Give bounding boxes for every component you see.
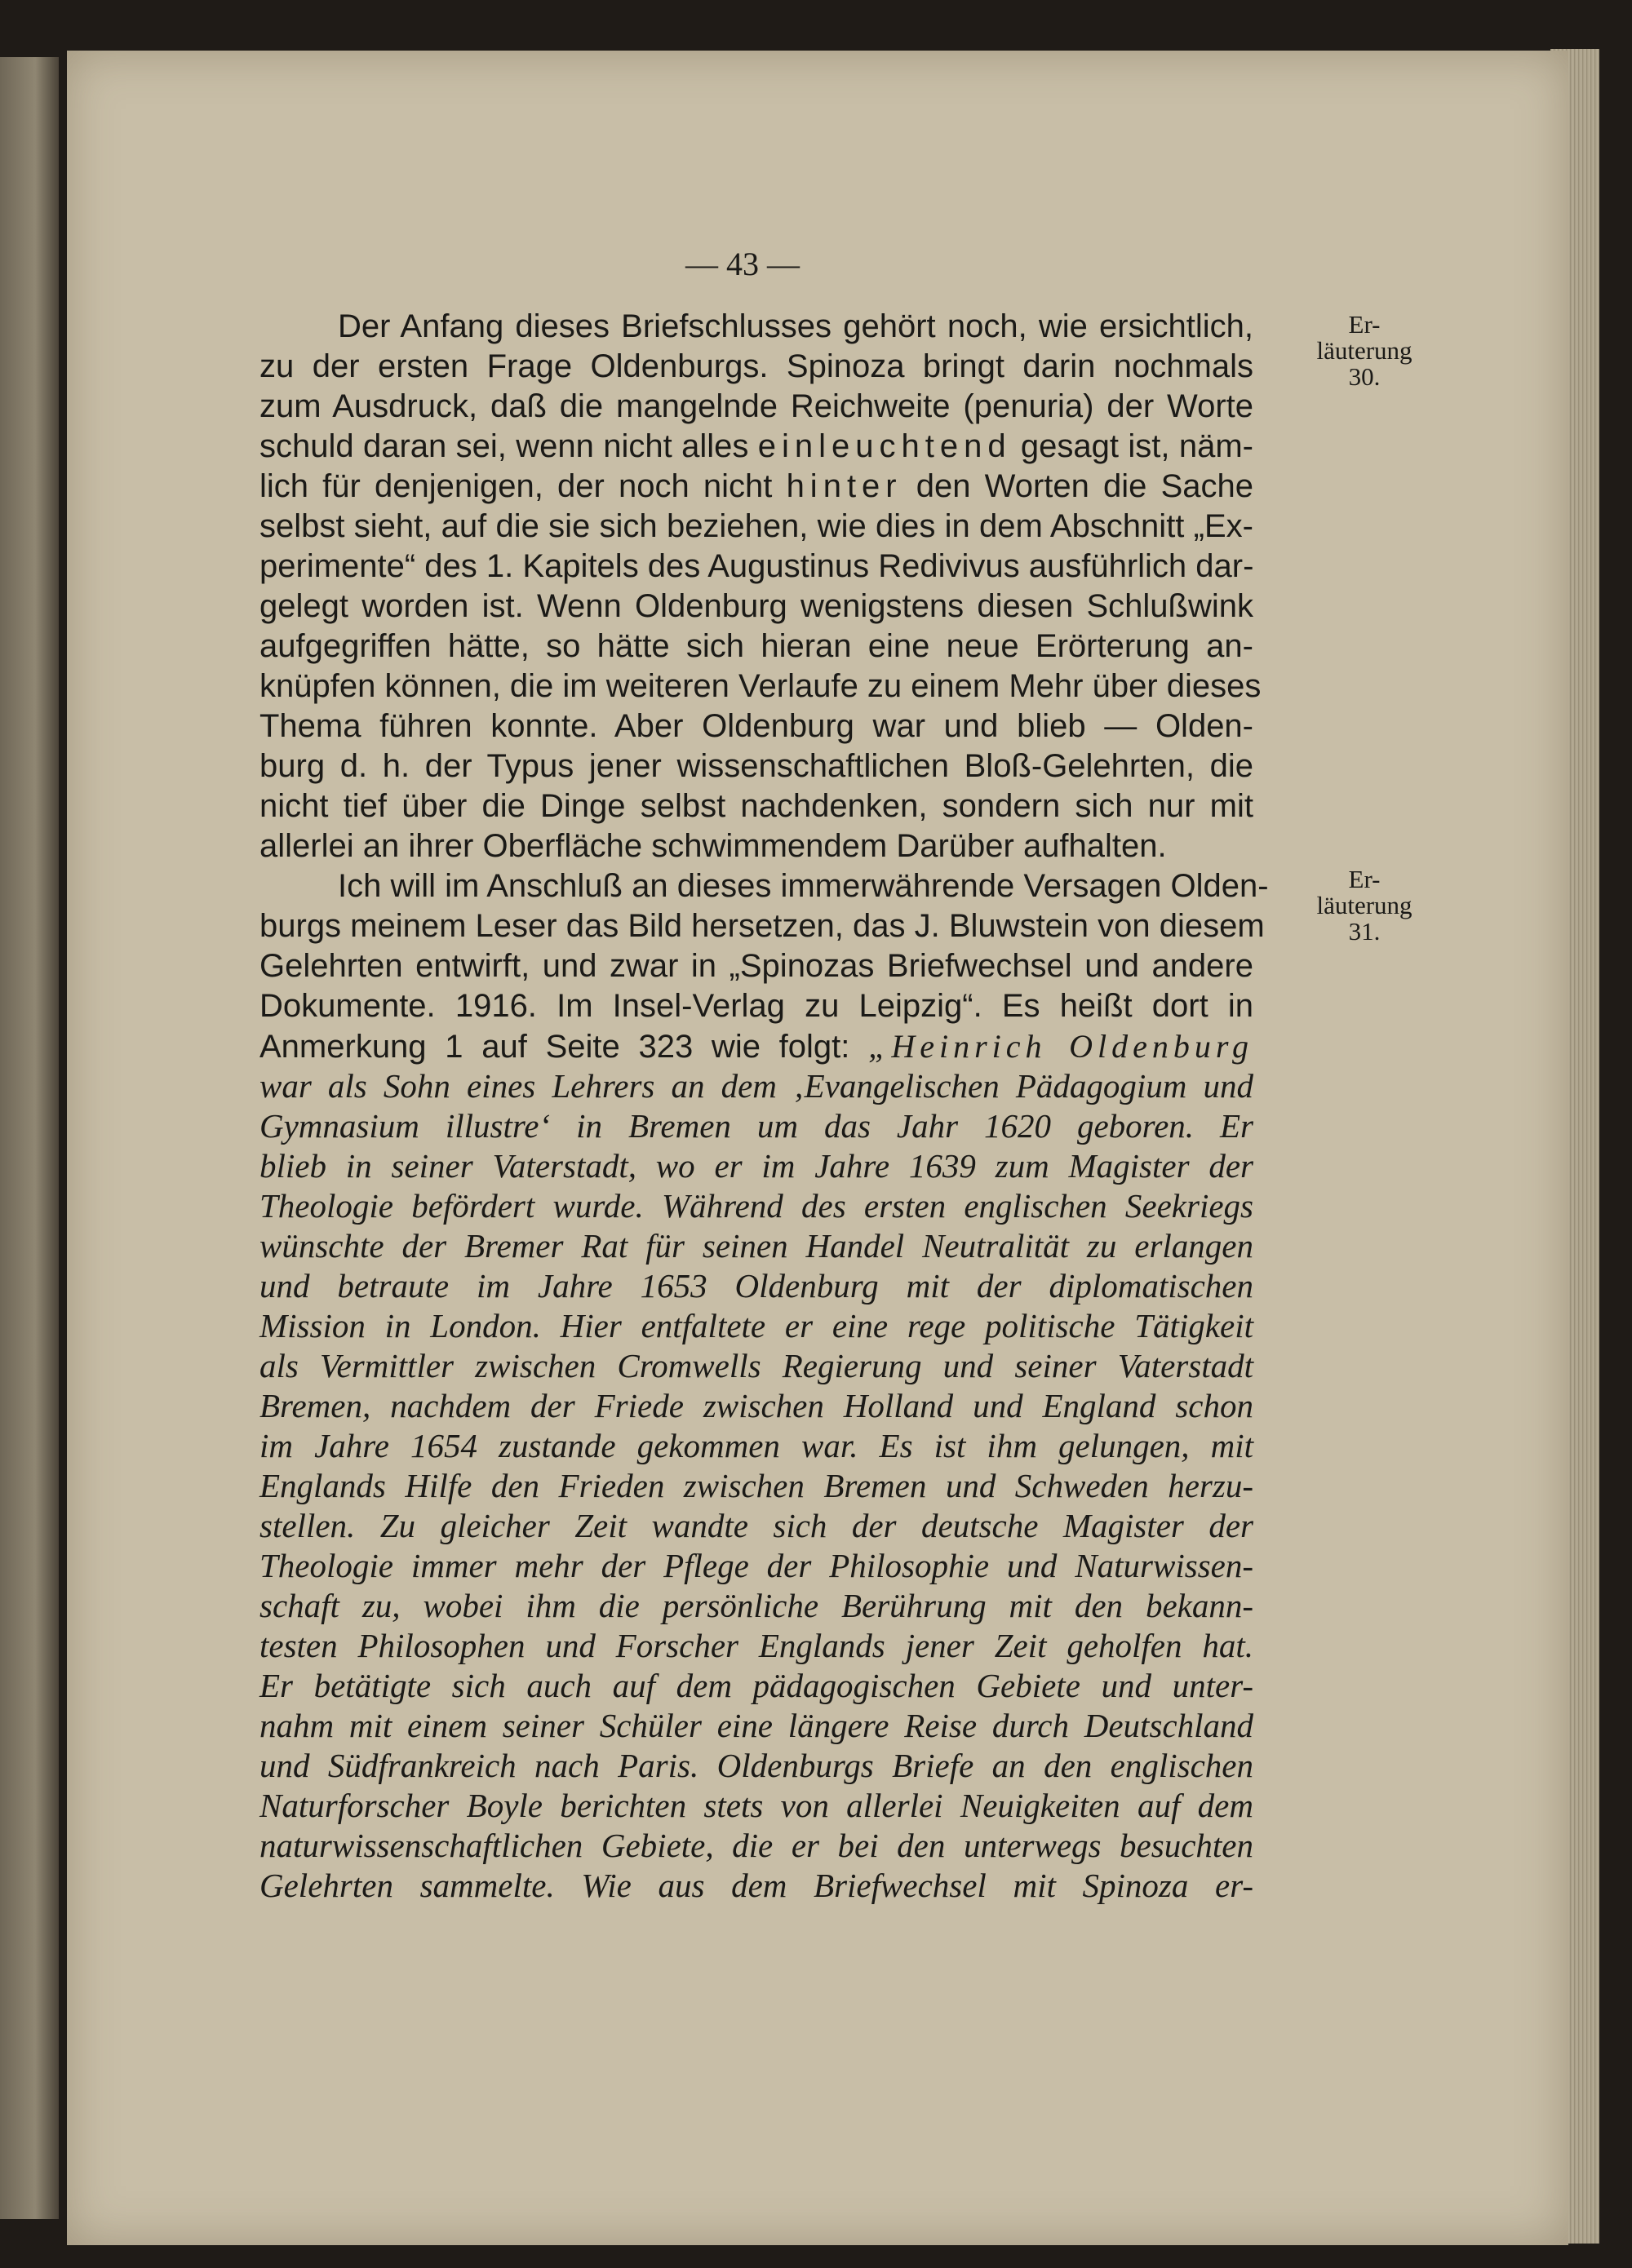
text-line: Er betätigte sich auch auf dem pädagogischen Gebiete und unter- [259, 1667, 1253, 1704]
text-line: burg d. h. der Typus jener wissenschaftlichen Bloß-Gelehrten, die [259, 748, 1253, 784]
text-line: war als Sohn eines Lehrers an dem ‚Evangelischen Pädagogium und [259, 1067, 1253, 1105]
previous-page-edge [0, 57, 59, 2219]
text-run: den Worten die Sache [902, 468, 1253, 504]
text-line: Dokumente. 1916. Im Insel-Verlag zu Leipzig“. Es heißt dort in [259, 988, 1253, 1024]
text-line: gelegt worden ist. Wenn Oldenburg wenigstens diesen Schlußwink [259, 588, 1253, 624]
text-line: und betraute im Jahre 1653 Oldenburg mit der diplomatischen [259, 1267, 1253, 1305]
text-line: Mission in London. Hier entfaltete er eine rege politische Tätigkeit [259, 1307, 1253, 1344]
text-line: aufgegriffen hätte, so hätte sich hieran eine neue Erörterung an- [259, 628, 1253, 664]
text-line: zu der ersten Frage Oldenburgs. Spinoza bringt darin nochmals [259, 348, 1253, 384]
text-run: Anmerkung 1 auf Seite 323 wie folgt: [259, 1029, 869, 1065]
margin-note-line: 30. [1348, 362, 1381, 391]
text-line: Thema führen konnte. Aber Oldenburg war und blieb — Olden- [259, 708, 1253, 744]
text-line: Ich will im Anschluß an dieses immerwährende Versagen Olden- [338, 868, 1269, 904]
emphasized-text: hinter [786, 468, 902, 504]
text-line: wünschte der Bremer Rat für seinen Handel Neutralität zu erlangen [259, 1227, 1253, 1265]
text-line: Gelehrten sammelte. Wie aus dem Briefwechsel mit Spinoza er- [259, 1867, 1253, 1904]
body-text [259, 307, 1269, 1906]
text-line [259, 467, 1253, 507]
emphasized-text: einleuchtend [757, 428, 1012, 464]
text-run: lich für denjenigen, der noch nicht [259, 468, 787, 504]
text-line: knüpfen können, die im weiteren Verlaufe zu einem Mehr über dieses [259, 668, 1262, 704]
text-line: stellen. Zu gleicher Zeit wandte sich der deutsche Magister der [259, 1507, 1253, 1544]
text-line: blieb in seiner Vaterstadt, wo er im Jahre 1639 zum Magister der [259, 1147, 1253, 1185]
text-line: Gelehrten entwirft, und zwar in „Spinozas Briefwechsel und andere [259, 948, 1253, 984]
text-line [259, 427, 1253, 467]
margin-note-line: läuterung [1316, 891, 1412, 919]
text-run: schuld daran sei, wenn nicht alles [259, 428, 758, 464]
text-line: Englands Hilfe den Frieden zwischen Bremen und Schweden herzu- [259, 1467, 1253, 1504]
text-run: gesagt ist, näm- [1011, 428, 1253, 464]
text-line: naturwissenschaftlichen Gebiete, die er bei den unterwegs besuchten [259, 1827, 1253, 1864]
text-line: burgs meinem Leser das Bild hersetzen, das J. Bluwstein von diesem [259, 908, 1265, 944]
margin-note-30 [1303, 312, 1426, 390]
text-line: Theologie immer mehr der Pflege der Philosophie und Naturwissen- [259, 1547, 1253, 1584]
text-line: perimente“ des 1. Kapitels des Augustinus Redivivus ausführlich dar- [259, 548, 1254, 584]
text-line [259, 1026, 1253, 1066]
text-line: testen Philosophen und Forscher Englands jener Zeit geholfen hat. [259, 1627, 1253, 1664]
text-line: nicht tief über die Dinge selbst nachdenken, sondern sich nur mit [259, 788, 1253, 824]
text-line: allerlei an ihrer Oberfläche schwimmendem Darüber aufhalten. [259, 828, 1167, 864]
text-line: im Jahre 1654 zustande gekommen war. Es ist ihm gelungen, mit [259, 1427, 1253, 1464]
text-line: schaft zu, wobei ihm die persönliche Berührung mit den bekann- [259, 1587, 1253, 1624]
margin-note-line: Er- [1348, 310, 1381, 339]
margin-note-line: 31. [1348, 917, 1381, 946]
emphasized-text: „Heinrich Oldenburg [868, 1028, 1253, 1065]
text-line: Theologie befördert wurde. Während des ersten englischen Seekriegs [259, 1187, 1253, 1225]
margin-note-line: läuterung [1316, 336, 1412, 365]
margin-note-31 [1303, 866, 1426, 945]
text-line: als Vermittler zwischen Cromwells Regierung und seiner Vaterstadt [259, 1347, 1253, 1384]
text-line: selbst sieht, auf die sie sich beziehen, wie dies in dem Abschnitt „Ex- [259, 508, 1253, 544]
page-number: — 43 — [685, 246, 800, 282]
margin-note-line: Er- [1348, 865, 1381, 893]
text-line: Bremen, nachdem der Friede zwischen Holland und England schon [259, 1387, 1253, 1424]
text-line: nahm mit einem seiner Schüler eine längere Reise durch Deutschland [259, 1707, 1253, 1744]
text-line: und Südfrankreich nach Paris. Oldenburgs Briefe an den englischen [259, 1747, 1253, 1784]
text-line: Der Anfang dieses Briefschlusses gehört noch, wie ersichtlich, [338, 308, 1253, 344]
text-line: Naturforscher Boyle berichten stets von allerlei Neuigkeiten auf dem [259, 1787, 1253, 1824]
text-line: Gymnasium illustre‘ in Bremen um das Jahr 1620 geboren. Er [259, 1107, 1253, 1145]
text-line: zum Ausdruck, daß die mangelnde Reichweite (penuria) der Worte [259, 388, 1253, 424]
